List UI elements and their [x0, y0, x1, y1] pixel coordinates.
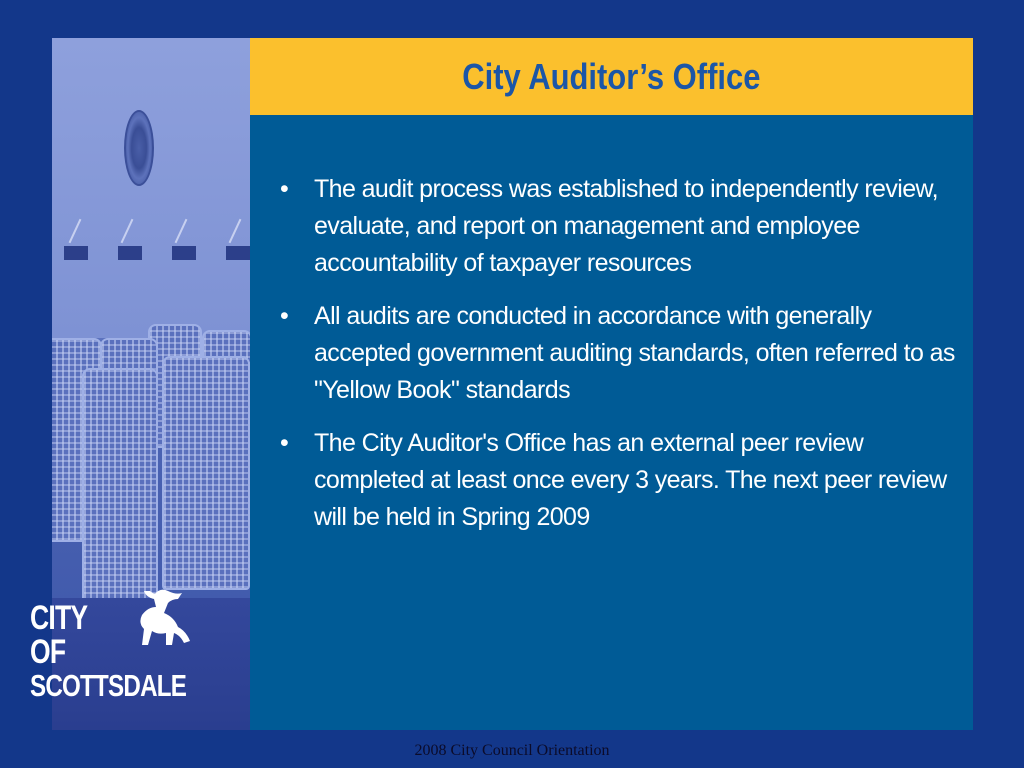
- logo-line-scottsdale: SCOTTSDALE: [30, 668, 187, 703]
- content-panel: [250, 115, 973, 730]
- slide-footer: 2008 City Council Orientation: [414, 742, 610, 759]
- logo-line-city: CITY: [30, 599, 88, 637]
- bullet-glyph: •: [280, 175, 289, 203]
- bronco-rider-icon: [124, 585, 194, 675]
- logo-line-of: OF: [30, 633, 66, 671]
- bullet-item: [278, 425, 958, 536]
- title-bar: [250, 38, 973, 115]
- bullet-text: The audit process was established to independently review, evaluate, and report on management and employee accountability of taxpayer resources: [314, 175, 938, 277]
- bullet-glyph: •: [280, 302, 289, 330]
- bullet-item: [278, 298, 958, 409]
- slide-title: City Auditor’s Office: [462, 55, 761, 97]
- wall-light: [172, 246, 196, 260]
- wall-light: [226, 246, 250, 260]
- city-seal-emblem: [124, 110, 154, 186]
- bullet-glyph: •: [280, 429, 289, 457]
- bullet-item: [278, 171, 958, 282]
- bullet-text: The City Auditor's Office has an external peer review completed at least once every 3 years. The next peer review will be held in Spring 2009: [314, 429, 947, 531]
- wall-light: [118, 246, 142, 260]
- city-of-scottsdale-logo: [30, 555, 190, 703]
- chamber-wall: [52, 38, 250, 338]
- bullet-text: All audits are conducted in accordance with generally accepted government auditing standards, often referred to as "Yellow Book" standards: [314, 302, 955, 404]
- wall-light: [64, 246, 88, 260]
- bullet-list: [278, 171, 958, 552]
